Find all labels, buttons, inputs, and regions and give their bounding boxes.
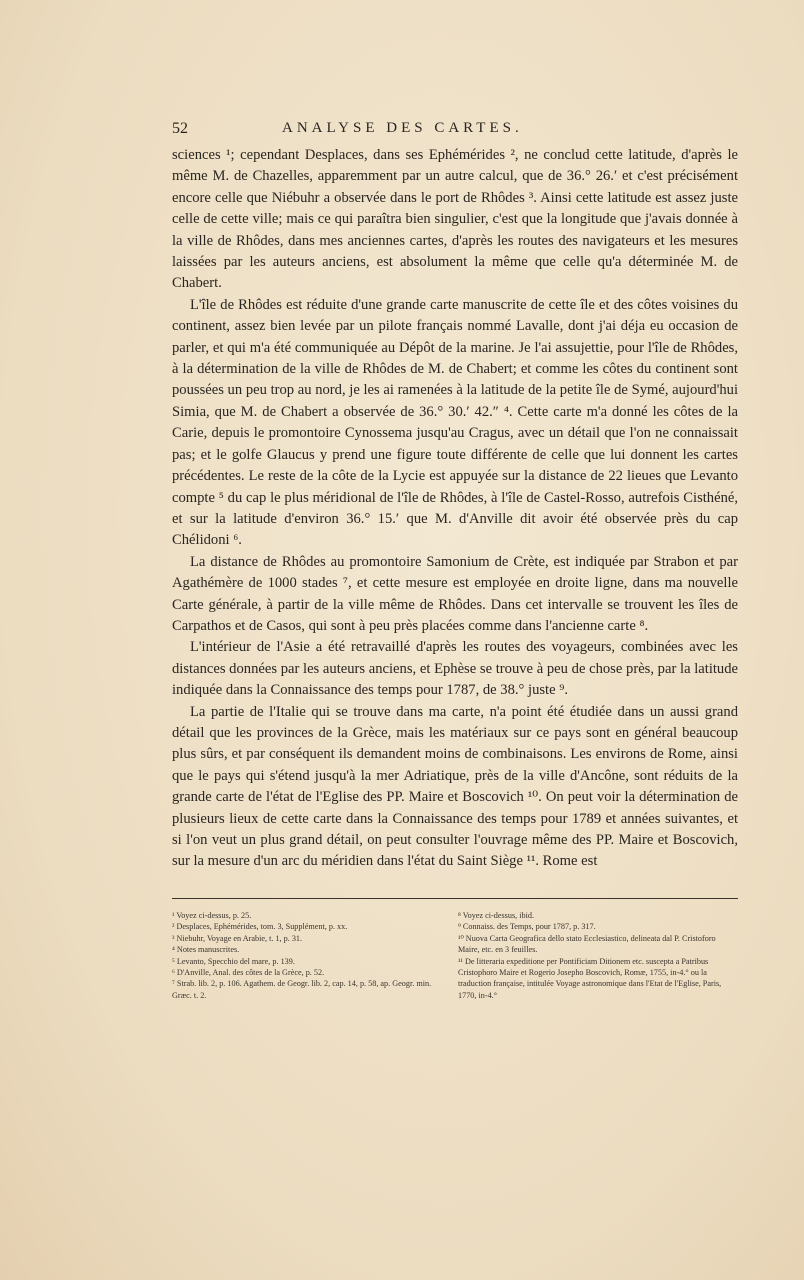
footnote: ⁷ Strab. lib. 2, p. 106. Agathem. de Geogr. lib. 2, cap. 14, p. 58, ap. Geogr. min. Græc. t. 2. <box>172 979 432 1000</box>
footnote: ⁴ Notes manuscrites. <box>172 945 240 955</box>
footnote: ² Desplaces, Ephémérides, tom. 3, Supplément, p. xx. <box>172 922 348 932</box>
paragraph: La distance de Rhôdes au promontoire Samonium de Crète, est indiquée par Strabon et par Agathémère de 1000 stades ⁷, et cette mesure est employée en droite ligne, dans ma nouvelle Carte générale, à partir de la ville même de Rhôdes. Dans cet intervalle se trouvent les îles de Carpathos et de Casos, qui sont à peu près placées comme dans l'ancienne carte ⁸. <box>172 553 738 634</box>
footnote-divider <box>172 898 738 899</box>
main-text <box>172 145 738 873</box>
paragraph: La partie de l'Italie qui se trouve dans ma carte, n'a point été étudiée dans un aussi grand détail que les provinces de la Grèce, mais les matériaux sur ce pays sont en général beaucoup plus sûrs, et par conséquent ils demandent moins de combinaisons. Les environs de Rome, ainsi que le pays qui s'étend jusqu'à la mer Adriatique, près de la ville d'Ancône, sont réduits de la grande carte de l'état de l'Eglise des PP. Maire et Boscovich ¹⁰. On peut voir la détermination de plusieurs lieux de cette carte dans la Connaissance des temps pour 1789 et années suivantes, et si l'on veut un plus grand détail, on peut consulter l'ouvrage même des PP. Maire et Boscovich, sur la mesure d'un arc du méridien dans l'état du Saint Siège ¹¹. Rome est <box>172 703 738 870</box>
footnotes-right-column <box>458 910 738 1001</box>
paragraph: L'intérieur de l'Asie a été retravaillé d'après les routes des voyageurs, combinées avec les distances données par les auteurs anciens, et Ephèse se trouve à peu de chose près, par la latitude indiquée dans la Connaissance des temps pour 1787, de 38.° juste ⁹. <box>172 639 738 699</box>
page-number: 52 <box>172 120 188 137</box>
running-header <box>172 118 738 142</box>
footnote: ⁸ Voyez ci-dessus, ibid. <box>458 911 535 920</box>
paragraph: sciences ¹; cependant Desplaces, dans ses Ephémérides ², ne conclud cette latitude, d'après le même M. de Chazelles, apparemment par un autre calcul, que de 36.° 26.′ et c'est précisément encore celle que Niébuhr a observée dans le port de Rhôdes ³. Ainsi cette latitude est assez juste celle de cette ville; mais ce qui paraîtra bien singulier, c'est que la longitude que j'avais donnée à la ville de Rhôdes, dans mes anciennes cartes, d'après les routes des navigateurs et les mesures laissées par les auteurs anciens, est absolument la même que celle qu'a déterminée M. de Chabert. <box>172 147 738 292</box>
running-title: ANALYSE DES CARTES. <box>282 120 523 136</box>
footnote: ¹¹ De litteraria expeditione per Pontificiam Ditionem etc. suscepta a Patribus Cristophoro Maire et Rogerio Josepho Boscovich, Romæ, 1755, in-4.° ou la traduction française, intitulée Voyage astronomique dans l'Etat de l'Eglise, Paris, 1770, in-4.° <box>458 956 722 1000</box>
footnote: ¹ Voyez ci-dessus, p. 25. <box>172 911 252 920</box>
footnote: ¹⁰ Nuova Carta Geografica dello stato Ecclesiastico, delineata dal P. Cristoforo Maire, etc. en 3 feuilles. <box>458 933 716 955</box>
paragraph: L'île de Rhôdes est réduite d'une grande carte manuscrite de cette île et des côtes voisines du continent, assez bien levée par un pilote français nommé Lavalle, dont j'ai déja eu occasion de parler, et qui m'a été communiquée au Dépôt de la marine. Je l'ai assujettie, pour l'île de Rhôdes, à la détermination de la ville de Rhôdes de M. de Chabert; et comme les côtes du continent sont poussées un peu trop au nord, je les ai ramenées à la latitude de la petite île de Symé, aujourd'hui Simia, que M. de Chabert a observée de 36.° 30.′ 42.″ ⁴. Cette carte m'a donné les côtes de la Carie, depuis le promontoire Cynossema jusqu'au Cragus, avec un détail que l'on ne connaissait pas; et le golfe Glaucus y prend une figure toute différente de celle que lui donnent les cartes précédentes. Le reste de la côte de la Lycie est appuyée sur la distance de 22 lieues que Levanto compte ⁵ du cap le plus méridional de l'île de Rhôdes, à l'île de Castel-Rosso, autrefois Cisthéné, et sur la latitude d'environ 36.° 15.′ que M. d'Anville dit avoir été observée près du cap Chélidoni ⁶. <box>172 296 738 549</box>
footnotes-left-column <box>172 910 442 1001</box>
footnote: ⁹ Connaiss. des Temps, pour 1787, p. 317. <box>458 922 596 932</box>
footnote: ⁵ Levanto, Specchio del mare, p. 139. <box>172 956 295 966</box>
footnote: ⁶ D'Anville, Anal. des côtes de la Grèce, p. 52. <box>172 968 325 978</box>
footnote: ³ Niebuhr, Voyage en Arabie, t. 1, p. 31. <box>172 933 303 943</box>
